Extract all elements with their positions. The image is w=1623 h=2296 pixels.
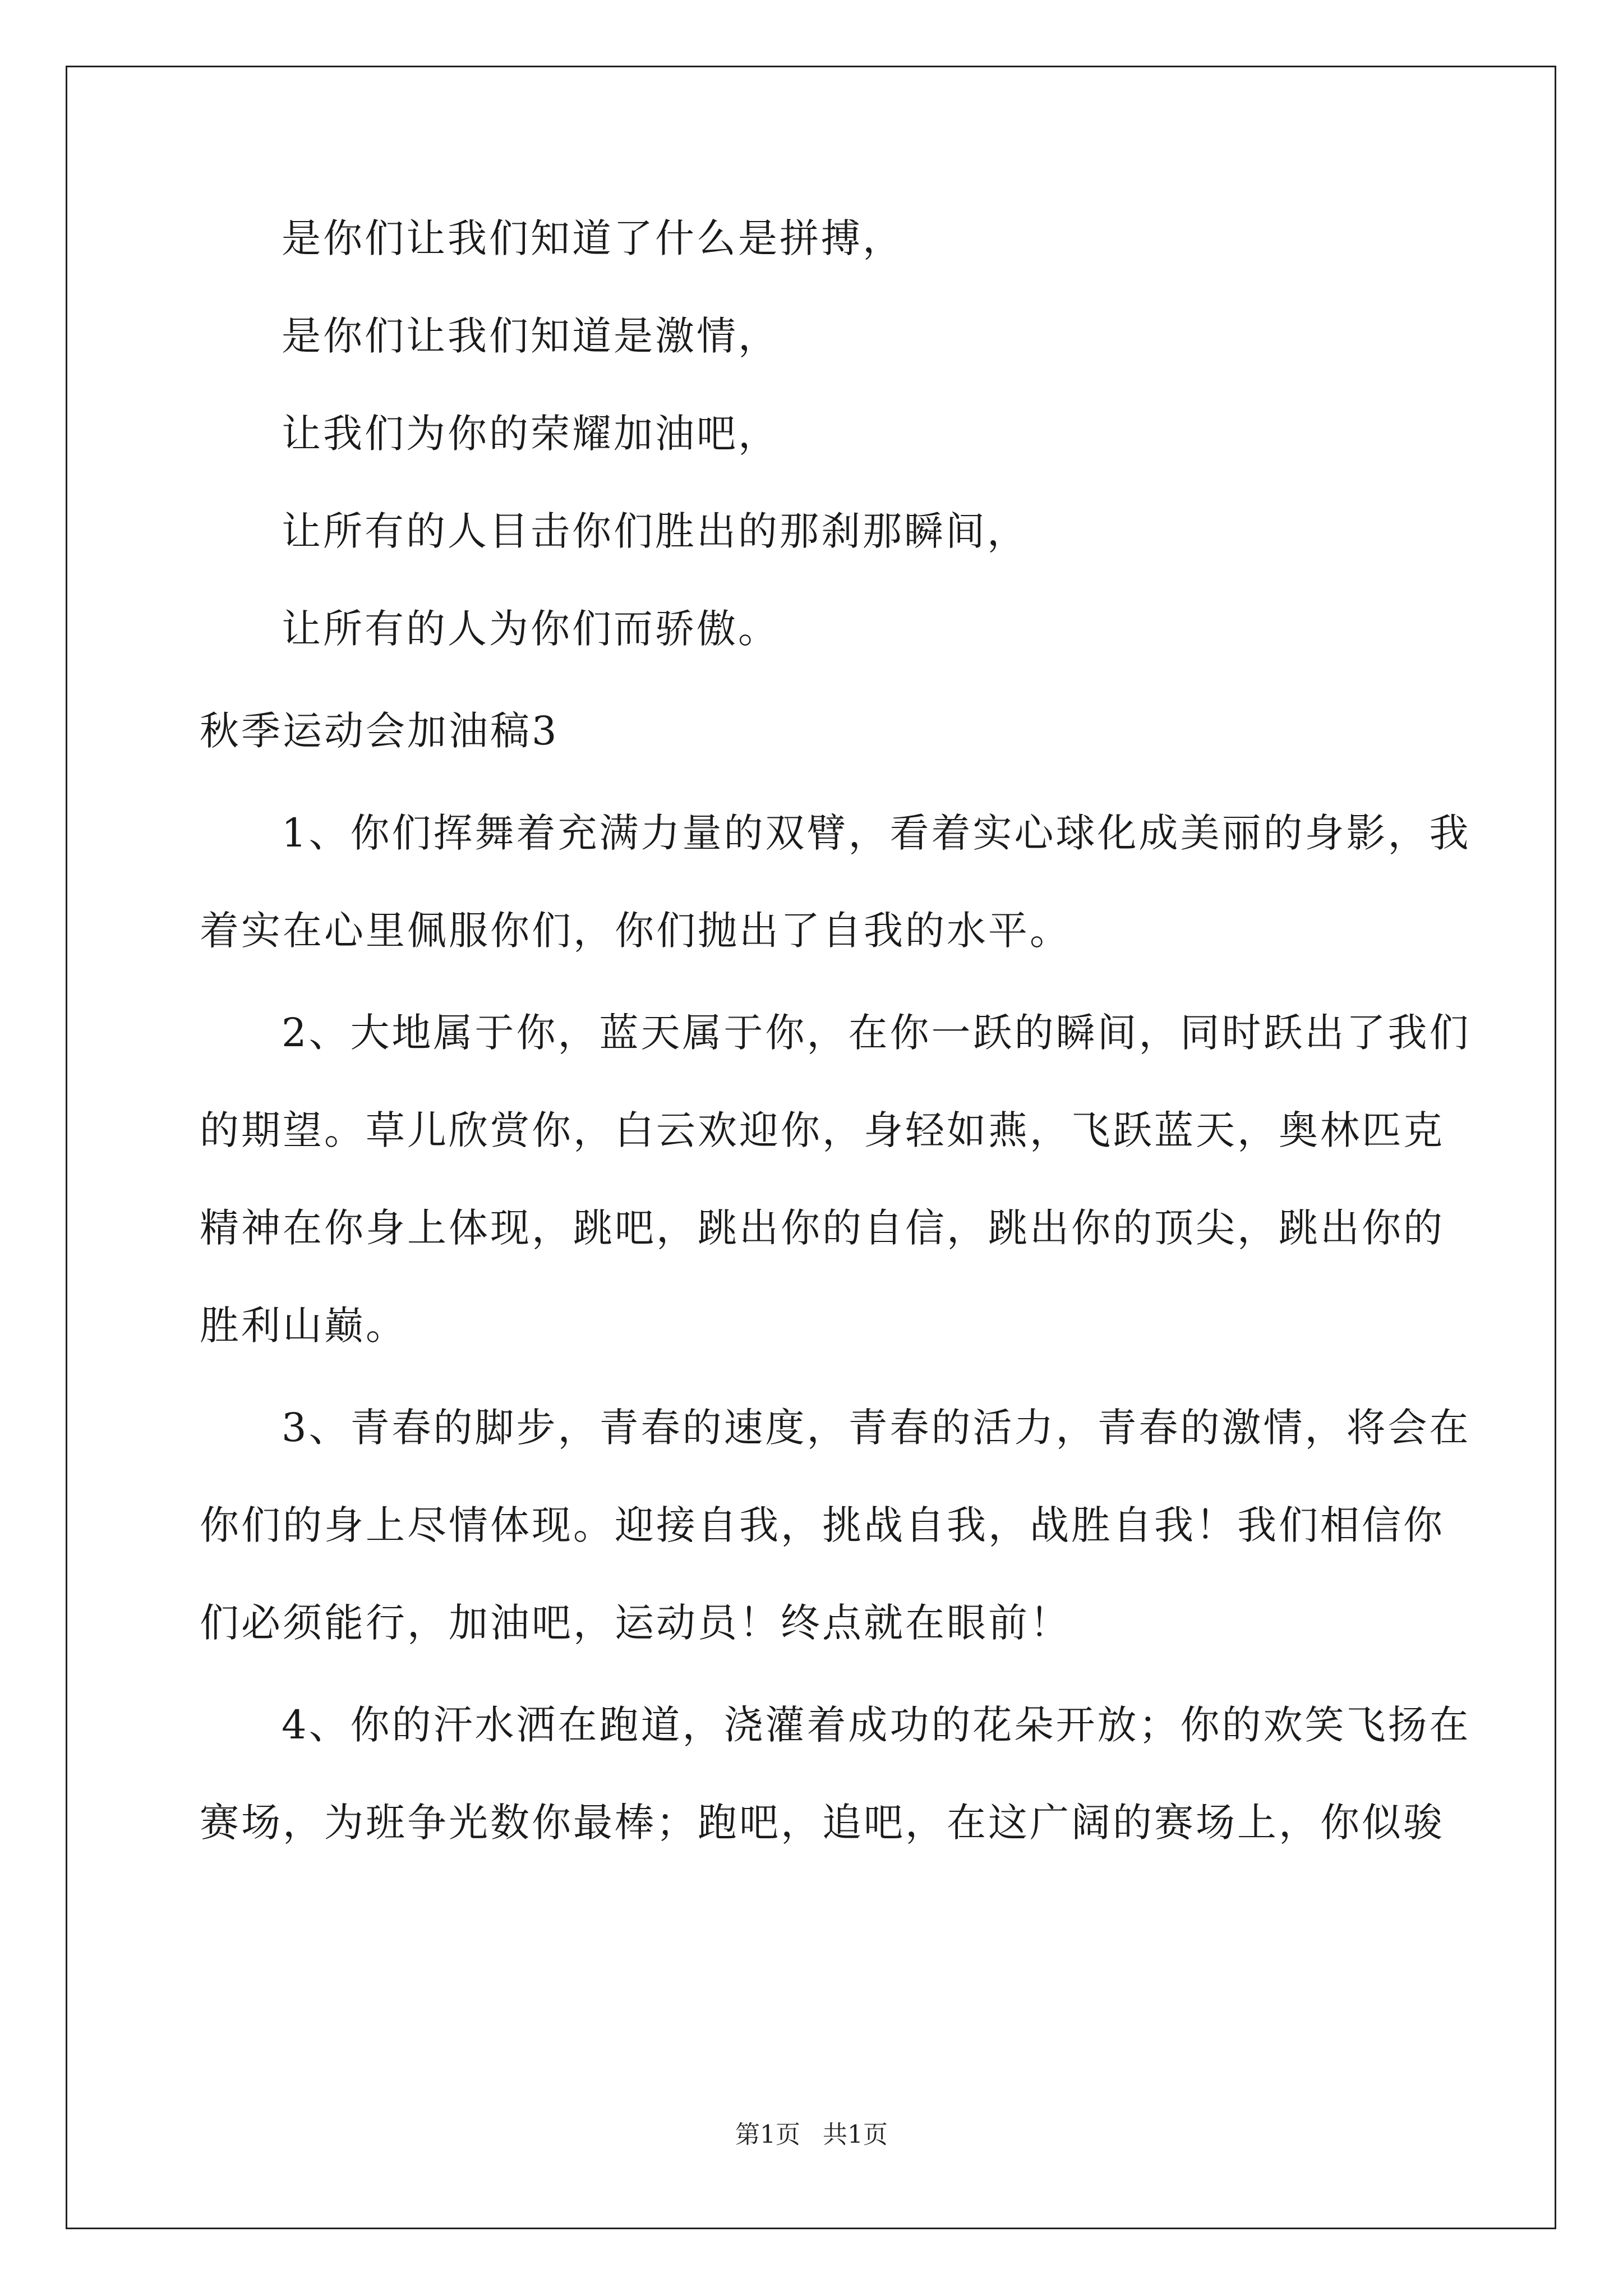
paragraph-2 (200, 1007, 1471, 1351)
verse-block (200, 213, 1433, 654)
paragraph-line: 的期望。草儿欣赏你，白云欢迎你，身轻如燕，飞跃蓝天，奥林匹克 (200, 1107, 1445, 1153)
verse-line: 是你们让我们知道了什么是拼搏， (282, 215, 904, 261)
page-footer (0, 2119, 1623, 2151)
document-body (200, 213, 1471, 1899)
paragraph-line: 们必须能行，加油吧，运动员！终点就在眼前！ (200, 1600, 1071, 1646)
paragraph-line: 3、青春的脚步，青春的速度，青春的活力，青春的激情，将会在 (282, 1405, 1471, 1451)
paragraph-1 (200, 808, 1471, 956)
page-number: 第1页 (735, 2120, 800, 2149)
paragraph-line: 4、你的汗水洒在跑道，浇灌着成功的花朵开放；你的欢笑飞扬在 (282, 1702, 1471, 1748)
verse-line: 是你们让我们知道是激情， (282, 313, 780, 359)
paragraph-line: 你们的身上尽情体现。迎接自我，挑战自我，战胜自我！我们相信你 (200, 1502, 1445, 1548)
paragraph-line: 着实在心里佩服你们，你们抛出了自我的水平。 (200, 908, 1071, 954)
paragraph-line: 1、你们挥舞着充满力量的双臂，看着实心球化成美丽的身影，我 (282, 810, 1471, 856)
section-heading: 秋季运动会加油稿3 (200, 708, 559, 754)
verse-line: 让所有的人目击你们胜出的那刹那瞬间， (282, 508, 1029, 554)
verse-line: 让所有的人为你们而骄傲。 (282, 606, 780, 652)
verse-line: 让我们为你的荣耀加油吧， (282, 411, 780, 457)
paragraph-3 (200, 1402, 1471, 1648)
paragraph-line: 2、大地属于你，蓝天属于你，在你一跃的瞬间，同时跃出了我们 (282, 1010, 1471, 1056)
paragraph-line: 赛场，为班争光数你最棒；跑吧，追吧，在这广阔的赛场上，你似骏 (200, 1800, 1445, 1846)
paragraph-line: 精神在你身上体现，跳吧，跳出你的自信，跳出你的顶尖，跳出你的 (200, 1205, 1445, 1251)
paragraph-line: 胜利山巅。 (200, 1303, 407, 1349)
page-total: 共1页 (823, 2120, 888, 2149)
paragraph-4 (200, 1700, 1471, 1848)
